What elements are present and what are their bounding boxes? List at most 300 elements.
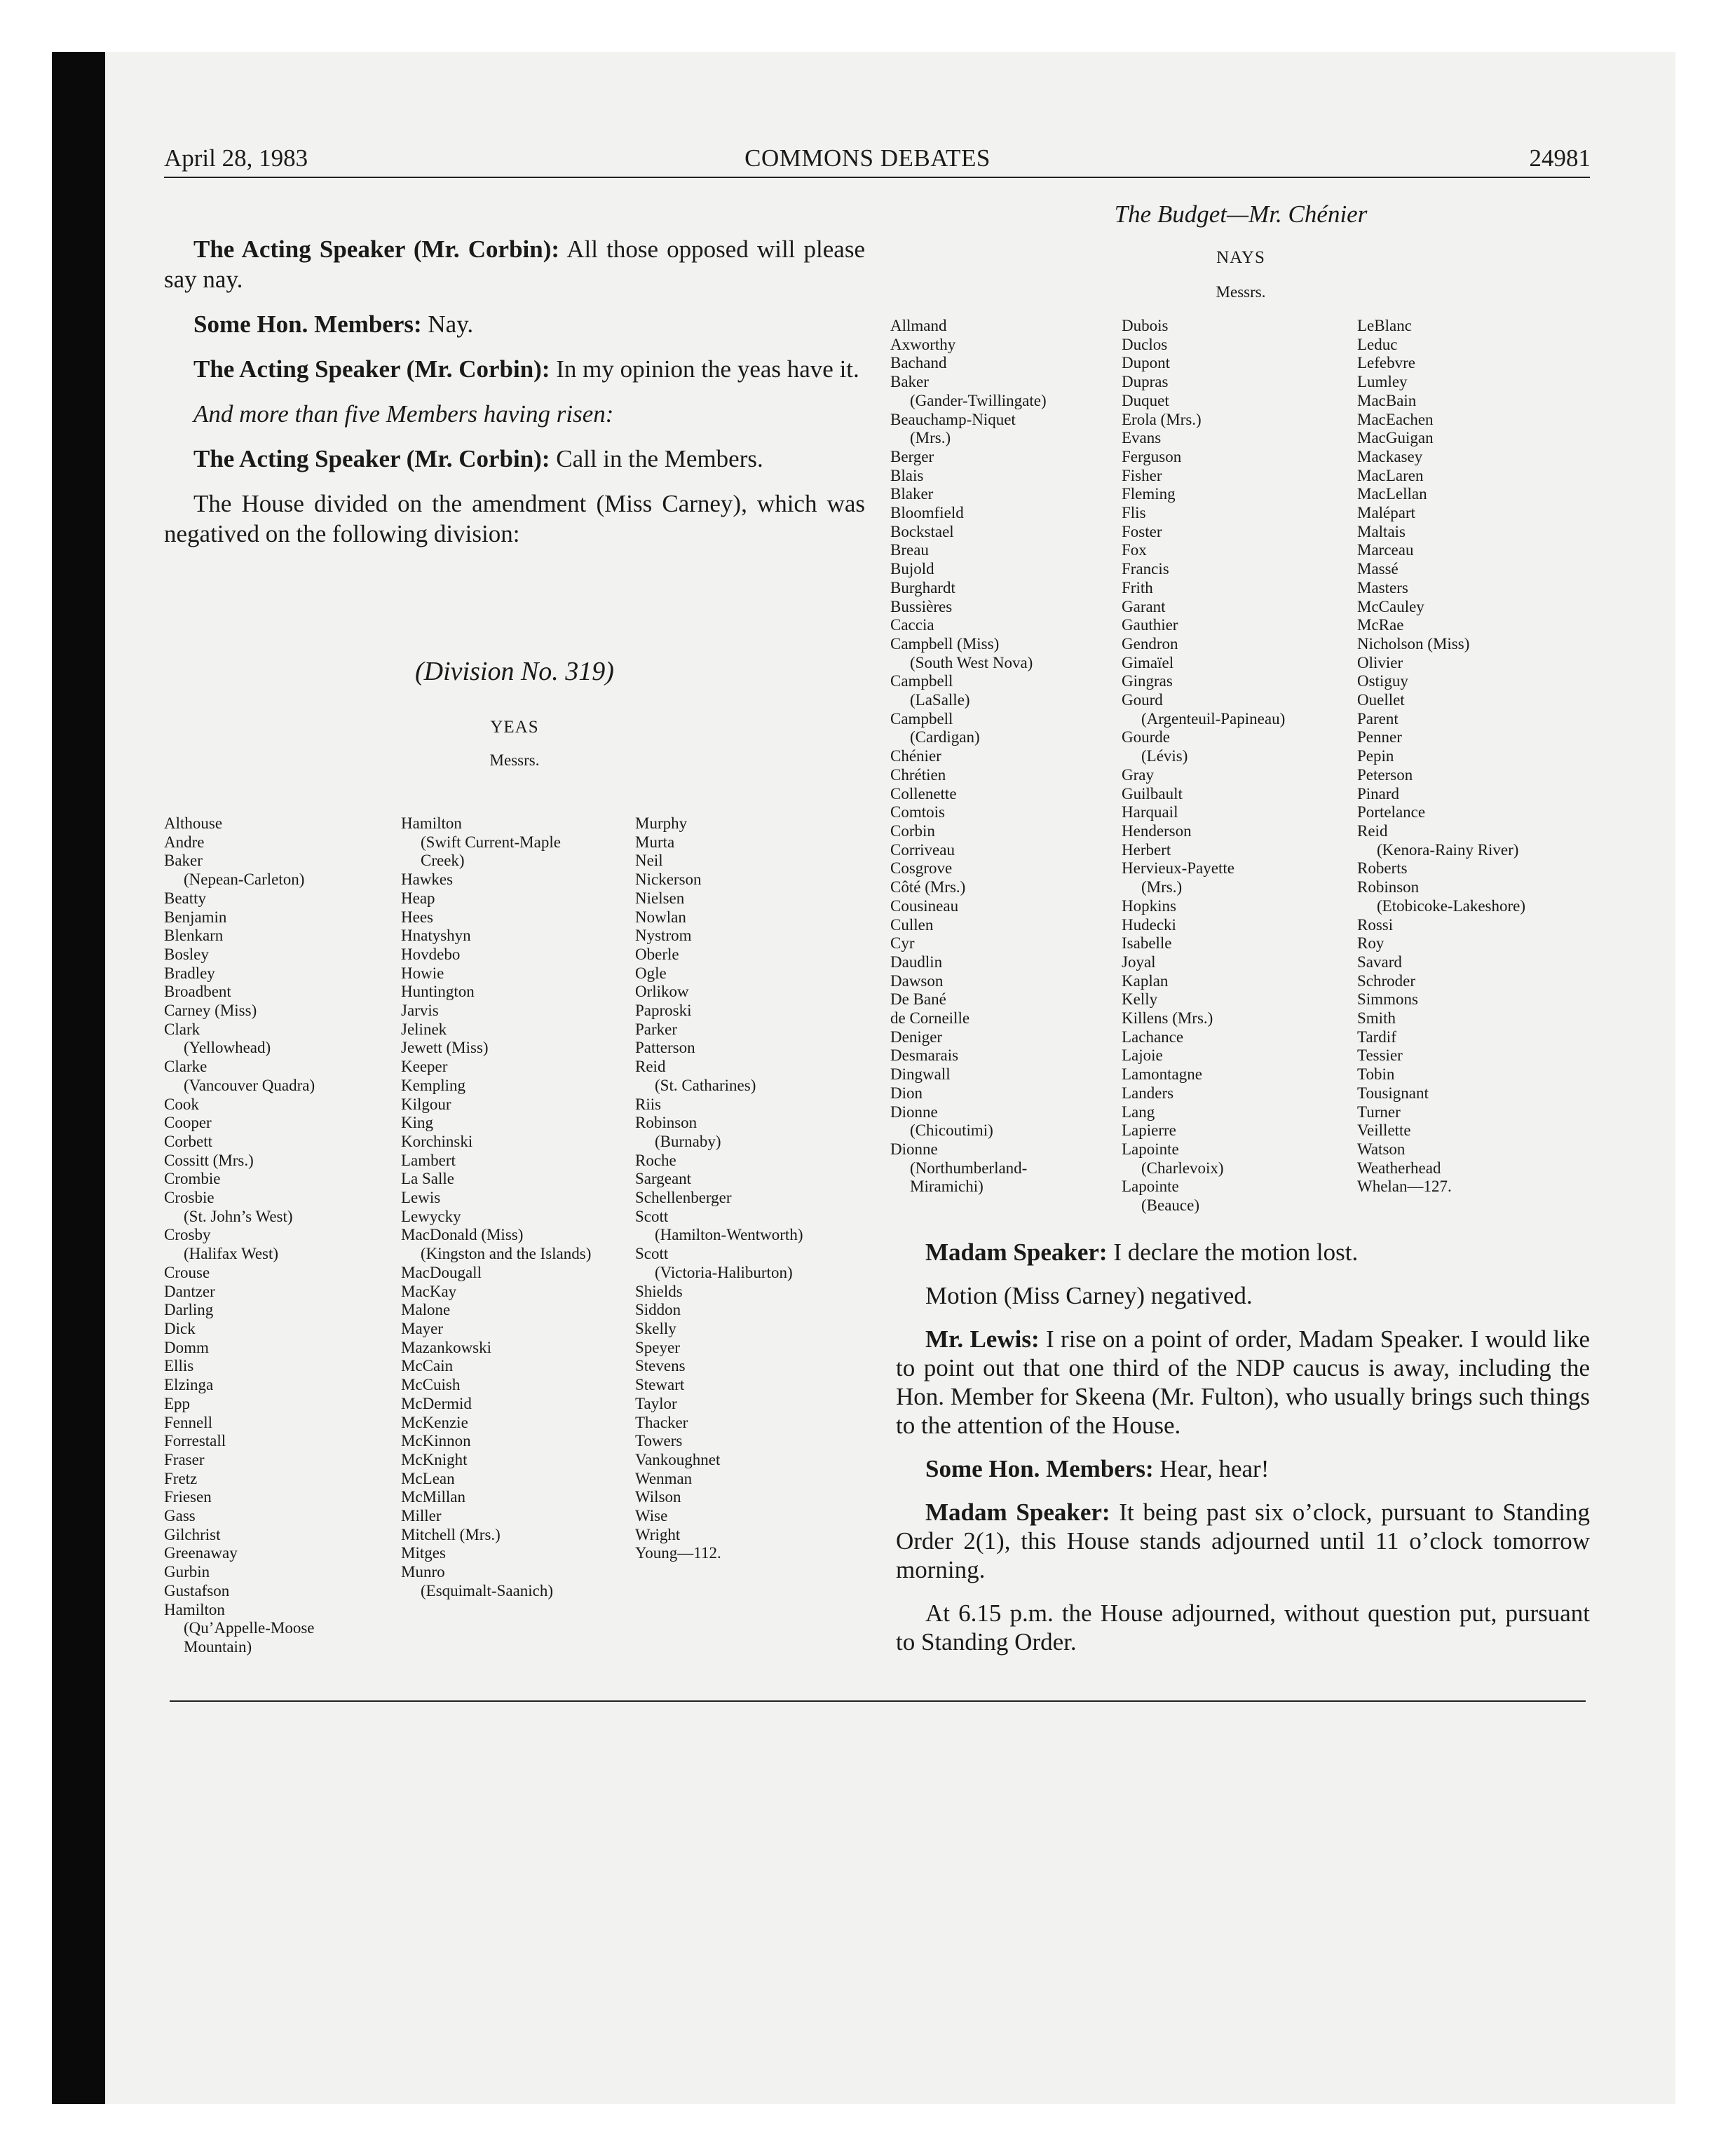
member-name: (Burnaby) xyxy=(655,1132,721,1150)
member-name: (Charlevoix) xyxy=(1141,1159,1224,1177)
member-name: Bockstael xyxy=(890,522,954,540)
member-name: Benjamin xyxy=(164,908,227,926)
member-name: McCain xyxy=(401,1357,454,1375)
member-name: Blenkarn xyxy=(164,927,224,945)
member-name: Peterson xyxy=(1357,765,1413,784)
member-name: Campbell xyxy=(890,709,953,728)
left-column-text xyxy=(164,234,865,564)
member-name: Gustafson xyxy=(164,1581,230,1599)
member-name: Dantzer xyxy=(164,1282,215,1300)
member-name: (Vancouver Quadra) xyxy=(184,1076,315,1094)
member-name: Breau xyxy=(890,541,929,559)
member-name: Vankoughnet xyxy=(635,1450,721,1468)
member-name: Scott xyxy=(635,1245,669,1263)
yeas-list-col2 xyxy=(401,814,591,1601)
member-name: Heap xyxy=(401,889,435,907)
member-name: MacEachen xyxy=(1357,410,1434,428)
member-name: Bachand xyxy=(890,354,947,372)
member-name: Robinson xyxy=(1357,878,1420,896)
speaker-name: The Acting Speaker (Mr. Corbin): xyxy=(193,445,550,472)
member-name: (Gander-Twillingate) xyxy=(910,391,1047,409)
member-name: Gray xyxy=(1122,765,1154,784)
member-name: Duquet xyxy=(1122,391,1169,409)
member-name: Fraser xyxy=(164,1450,205,1468)
member-name: Bosley xyxy=(164,945,209,963)
member-name: Mitchell (Mrs.) xyxy=(401,1525,501,1543)
member-name: Bujold xyxy=(890,560,934,578)
member-name: McKnight xyxy=(401,1450,468,1468)
member-name: Domm xyxy=(164,1338,209,1356)
member-name: Chénier xyxy=(890,747,941,765)
paragraph xyxy=(164,309,865,339)
nays-heading: NAYS xyxy=(1216,248,1265,267)
member-name: Fretz xyxy=(164,1469,198,1487)
member-name: Gourd xyxy=(1122,691,1163,709)
member-name: Malone xyxy=(401,1301,451,1319)
member-name: Towers xyxy=(635,1432,683,1450)
member-name: Clarke xyxy=(164,1058,207,1076)
member-name: Flis xyxy=(1122,504,1146,522)
paragraph xyxy=(896,1454,1590,1483)
member-name: Speyer xyxy=(635,1338,680,1356)
member-name: Parker xyxy=(635,1020,678,1038)
member-name: Smith xyxy=(1357,1009,1396,1028)
member-name: La Salle xyxy=(401,1170,454,1188)
member-name: McRae xyxy=(1357,616,1404,634)
member-name: Ferguson xyxy=(1122,447,1182,465)
nays-list-col3 xyxy=(1357,317,1525,1196)
member-name: Wenman xyxy=(635,1469,693,1487)
member-name: Bussières xyxy=(890,597,953,615)
member-name: Orlikow xyxy=(635,983,689,1001)
member-name: MacGuigan xyxy=(1357,429,1434,447)
nays-messrs: Messrs. xyxy=(1216,283,1266,301)
member-name: Penner xyxy=(1357,728,1402,746)
member-name: Stewart xyxy=(635,1376,685,1394)
speech-text: All those opposed will please say nay. xyxy=(164,236,865,293)
member-name: Schroder xyxy=(1357,971,1416,990)
member-name: Gurbin xyxy=(164,1563,210,1581)
header-title: COMMONS DEBATES xyxy=(744,144,991,172)
member-name: Murphy xyxy=(635,814,688,832)
member-name: (South West Nova) xyxy=(910,653,1033,671)
member-name: Gingras xyxy=(1122,672,1173,690)
member-name: (Chicoutimi) xyxy=(910,1121,993,1140)
member-name: MacKay xyxy=(401,1282,457,1300)
member-name: Lamontagne xyxy=(1122,1065,1202,1084)
member-name: Tousignant xyxy=(1357,1084,1429,1102)
footer-rule xyxy=(170,1700,1586,1702)
member-name: Campbell xyxy=(890,672,953,690)
member-name: (Kingston and the Islands) xyxy=(421,1245,592,1263)
member-name: De Bané xyxy=(890,990,946,1009)
member-name: (Swift Current-Maple xyxy=(421,833,561,851)
member-name: Jewett (Miss) xyxy=(401,1039,489,1057)
yeas-heading: YEAS xyxy=(490,718,539,737)
paragraph: The House divided on the amendment (Miss Carney), which was negatived on the following division: xyxy=(164,490,865,547)
yeas-list-col1 xyxy=(164,814,315,1657)
member-name: Shields xyxy=(635,1282,683,1300)
member-name: Beatty xyxy=(164,889,207,907)
member-name: Cook xyxy=(164,1095,199,1113)
member-name: Harquail xyxy=(1122,803,1178,821)
member-name: Daudlin xyxy=(890,953,943,971)
member-name: Dick xyxy=(164,1319,196,1337)
member-name: Reid xyxy=(635,1058,666,1076)
member-name: Turner xyxy=(1357,1103,1401,1121)
member-name: Baker xyxy=(890,373,929,391)
member-name: (Esquimalt-Saanich) xyxy=(421,1581,554,1599)
stage-direction: And more than five Members having risen: xyxy=(193,400,614,428)
member-name: Andre xyxy=(164,833,205,851)
member-name: Mackasey xyxy=(1357,447,1423,465)
member-name: Ogle xyxy=(635,964,667,982)
member-name: Corriveau xyxy=(890,840,955,859)
member-name: Roberts xyxy=(1357,859,1408,878)
member-name: MacDougall xyxy=(401,1263,482,1281)
nays-list-col1 xyxy=(890,317,1047,1196)
speaker-name: Madam Speaker: xyxy=(925,1239,1108,1266)
header-date: April 28, 1983 xyxy=(164,144,308,172)
speech-text: It being past six o’clock, pursuant to Standing Order 2(1), this House stands adjourned until 11 o’clock tomorrow morning. xyxy=(896,1499,1590,1583)
member-name: Wright xyxy=(635,1525,681,1543)
member-name: Henderson xyxy=(1122,821,1192,840)
paragraph xyxy=(896,1498,1590,1584)
member-name: (Cardigan) xyxy=(910,728,980,746)
member-name: Darling xyxy=(164,1301,214,1319)
member-name: Hudecki xyxy=(1122,915,1176,934)
member-name: Maltais xyxy=(1357,522,1406,540)
member-name: Fox xyxy=(1122,541,1147,559)
member-name: Allmand xyxy=(890,317,947,334)
speech-text: Nay. xyxy=(428,311,474,338)
member-name: Landers xyxy=(1122,1084,1174,1102)
member-name: (Beauce) xyxy=(1141,1196,1199,1215)
member-name: Ouellet xyxy=(1357,691,1405,709)
member-name: Campbell (Miss) xyxy=(890,634,1000,653)
member-name: Hnatyshyn xyxy=(401,927,471,945)
member-name: Erola (Mrs.) xyxy=(1122,410,1202,428)
member-name: Crosbie xyxy=(164,1189,215,1207)
member-name: McMillan xyxy=(401,1488,465,1506)
member-name: Lewis xyxy=(401,1189,441,1207)
member-name: Nickerson xyxy=(635,871,702,889)
member-name: Garant xyxy=(1122,597,1166,615)
speech-text: Hear, hear! xyxy=(1159,1455,1270,1482)
member-name: Stevens xyxy=(635,1357,686,1375)
member-name: Evans xyxy=(1122,429,1162,447)
member-name: Carney (Miss) xyxy=(164,1002,257,1020)
member-name: Crouse xyxy=(164,1263,210,1281)
member-name: (Nepean-Carleton) xyxy=(184,871,305,889)
member-name: Malépart xyxy=(1357,504,1416,522)
member-name: (Hamilton-Wentworth) xyxy=(655,1226,803,1244)
member-name: Gendron xyxy=(1122,634,1178,653)
member-name: Axworthy xyxy=(890,335,956,353)
member-name: Dion xyxy=(890,1084,923,1102)
member-name: Herbert xyxy=(1122,840,1171,859)
member-name: Crombie xyxy=(164,1170,221,1188)
scan-border-strip xyxy=(52,52,105,2104)
paragraph xyxy=(164,444,865,474)
member-name: Neil xyxy=(635,852,663,870)
member-name: Cousineau xyxy=(890,896,959,915)
member-name: Miramichi) xyxy=(910,1178,984,1196)
member-name: (Lévis) xyxy=(1141,747,1188,765)
member-name: Guilbault xyxy=(1122,784,1183,803)
paragraph xyxy=(896,1325,1590,1440)
member-name: Corbin xyxy=(890,821,935,840)
paragraph xyxy=(164,234,865,294)
member-name: McDermid xyxy=(401,1394,472,1412)
member-name: Olivier xyxy=(1357,653,1403,671)
member-name: Gauthier xyxy=(1122,616,1178,634)
paragraph: Motion (Miss Carney) negatived. xyxy=(925,1282,1253,1309)
member-name: Ostiguy xyxy=(1357,672,1408,690)
speech-text: Call in the Members. xyxy=(556,445,763,472)
member-name: Wise xyxy=(635,1507,668,1525)
member-name: Murta xyxy=(635,833,675,851)
speaker-name: Some Hon. Members: xyxy=(193,311,422,338)
member-name: (Argenteuil-Papineau) xyxy=(1141,709,1286,728)
member-name: MacLaren xyxy=(1357,466,1424,484)
member-name: Dionne xyxy=(890,1140,938,1158)
member-name: Clark xyxy=(164,1020,200,1038)
speech-text: In my opinion the yeas have it. xyxy=(556,355,859,383)
member-name: Berger xyxy=(890,447,934,465)
member-name: Wilson xyxy=(635,1488,681,1506)
member-name: Lapointe xyxy=(1122,1178,1179,1196)
member-name: Taylor xyxy=(635,1394,677,1412)
member-name: Hamilton xyxy=(401,814,462,832)
member-name: Lachance xyxy=(1122,1028,1184,1046)
member-name: (Yellowhead) xyxy=(184,1039,271,1057)
member-name: Lambert xyxy=(401,1151,456,1169)
member-name: Isabelle xyxy=(1122,934,1172,953)
paragraph xyxy=(896,1238,1590,1267)
yeas-messrs: Messrs. xyxy=(489,751,540,769)
member-name: Tessier xyxy=(1357,1046,1403,1065)
member-name: Keeper xyxy=(401,1058,448,1076)
member-name: Roche xyxy=(635,1151,676,1169)
member-name: Sargeant xyxy=(635,1170,692,1188)
member-name: Comtois xyxy=(890,803,945,821)
member-name: Kilgour xyxy=(401,1095,451,1113)
member-name: Lapierre xyxy=(1122,1121,1176,1140)
speaker-name: The Acting Speaker (Mr. Corbin): xyxy=(193,355,550,383)
member-name: Reid xyxy=(1357,821,1388,840)
member-name: Howie xyxy=(401,964,444,982)
member-name: MacDonald (Miss) xyxy=(401,1226,524,1244)
member-name: Hees xyxy=(401,908,433,926)
member-name: Fisher xyxy=(1122,466,1162,484)
member-name: Gourde xyxy=(1122,728,1170,746)
member-name: Hamilton xyxy=(164,1600,225,1618)
speech-text: I rise on a point of order, Madam Speaker. I would like to point out that one third of the NDP caucus is away, including the Hon. Member for Skeena (Mr. Fulton), who usually brings such things to the attention of the House. xyxy=(896,1325,1591,1439)
member-name: McKenzie xyxy=(401,1413,468,1431)
member-name: Forrestall xyxy=(164,1432,226,1450)
member-name: Lefebvre xyxy=(1357,354,1415,372)
member-name: Dingwall xyxy=(890,1065,951,1084)
member-name: Crosby xyxy=(164,1226,211,1244)
member-name: Marceau xyxy=(1357,541,1414,559)
member-name: Mazankowski xyxy=(401,1338,492,1356)
member-name: (Northumberland- xyxy=(910,1159,1028,1177)
paragraph xyxy=(164,354,865,384)
member-name: Skelly xyxy=(635,1319,676,1337)
member-name: Collenette xyxy=(890,784,957,803)
member-name: Munro xyxy=(401,1563,445,1581)
member-name: Roy xyxy=(1357,934,1384,953)
member-name: (Victoria-Haliburton) xyxy=(655,1263,793,1281)
member-name: Hawkes xyxy=(401,871,454,889)
member-name: (LaSalle) xyxy=(910,691,970,709)
member-name: Mountain) xyxy=(184,1637,252,1656)
member-name: (Kenora-Rainy River) xyxy=(1377,840,1519,859)
member-name: (Etobicoke-Lakeshore) xyxy=(1377,896,1526,915)
member-name: Lewycky xyxy=(401,1207,461,1225)
member-name: Miller xyxy=(401,1507,442,1525)
running-head: The Budget—Mr. Chénier xyxy=(1114,200,1368,228)
member-name: Beauchamp-Niquet xyxy=(890,410,1016,428)
member-name: Nicholson (Miss) xyxy=(1357,634,1470,653)
member-name: McCuish xyxy=(401,1376,461,1394)
member-name: Killens (Mrs.) xyxy=(1122,1009,1213,1028)
member-name: Weatherhead xyxy=(1357,1159,1441,1177)
member-name: Thacker xyxy=(635,1413,688,1431)
member-name: Burghardt xyxy=(890,578,955,596)
member-name: Bloomfield xyxy=(890,504,964,522)
speaker-name: Mr. Lewis: xyxy=(925,1325,1040,1353)
member-name: Siddon xyxy=(635,1301,681,1319)
member-name: Jarvis xyxy=(401,1002,439,1020)
member-name: Bradley xyxy=(164,964,215,982)
member-name: Portelance xyxy=(1357,803,1426,821)
member-name: Dionne xyxy=(890,1103,938,1121)
member-name: Nowlan xyxy=(635,908,686,926)
member-name: Blais xyxy=(890,466,924,484)
member-name: Mitges xyxy=(401,1544,446,1562)
member-name: Lapointe xyxy=(1122,1140,1179,1158)
member-name: Leduc xyxy=(1357,335,1398,353)
nays-list-col2 xyxy=(1122,317,1285,1215)
member-name: Joyal xyxy=(1122,953,1156,971)
member-name: Gass xyxy=(164,1507,196,1525)
member-name: Whelan—127. xyxy=(1357,1178,1452,1196)
member-name: Althouse xyxy=(164,814,223,832)
member-name: Dubois xyxy=(1122,317,1169,334)
member-name: Oberle xyxy=(635,945,679,963)
member-name: Fennell xyxy=(164,1413,212,1431)
member-name: Desmarais xyxy=(890,1046,959,1065)
member-name: Lumley xyxy=(1357,373,1408,391)
member-name: Lajoie xyxy=(1122,1046,1163,1065)
member-name: Korchinski xyxy=(401,1132,473,1150)
member-name: (St. Catharines) xyxy=(655,1076,756,1094)
member-name: Gilchrist xyxy=(164,1525,221,1543)
member-name: Elzinga xyxy=(164,1376,214,1394)
header-page-number: 24981 xyxy=(1529,144,1591,172)
member-name: Blaker xyxy=(890,485,934,503)
member-name: LeBlanc xyxy=(1357,317,1412,334)
member-name: Cosgrove xyxy=(890,859,953,878)
member-name: Cossitt (Mrs.) xyxy=(164,1151,254,1169)
speaker-name: Madam Speaker: xyxy=(925,1499,1110,1526)
member-name: de Corneille xyxy=(890,1009,970,1028)
yeas-list-col3 xyxy=(635,814,803,1563)
member-name: Massé xyxy=(1357,560,1399,578)
member-name: Mayer xyxy=(401,1319,444,1337)
member-name: Francis xyxy=(1122,560,1169,578)
member-name: Cullen xyxy=(890,915,934,934)
member-name: Tardif xyxy=(1357,1028,1396,1046)
member-name: Creek) xyxy=(421,852,465,870)
member-name: Kaplan xyxy=(1122,971,1169,990)
member-name: Savard xyxy=(1357,953,1402,971)
member-name: Masters xyxy=(1357,578,1408,596)
member-name: McCauley xyxy=(1357,597,1424,615)
speech-text: I declare the motion lost. xyxy=(1113,1239,1359,1266)
member-name: (Qu’Appelle-Moose xyxy=(184,1619,315,1637)
member-name: Huntington xyxy=(401,983,475,1001)
member-name: Riis xyxy=(635,1095,662,1113)
member-name: (Mrs.) xyxy=(1141,878,1183,896)
member-name: Pepin xyxy=(1357,747,1394,765)
member-name: Rossi xyxy=(1357,915,1394,934)
member-name: Caccia xyxy=(890,616,934,634)
member-name: Dupont xyxy=(1122,354,1170,372)
member-name: Duclos xyxy=(1122,335,1168,353)
header-rule xyxy=(164,177,1590,178)
member-name: Parent xyxy=(1357,709,1399,728)
member-name: (Halifax West) xyxy=(184,1245,279,1263)
member-name: MacLellan xyxy=(1357,485,1427,503)
member-name: Epp xyxy=(164,1394,191,1412)
member-name: Nielsen xyxy=(635,889,685,907)
speaker-name: Some Hon. Members: xyxy=(925,1455,1154,1482)
member-name: Hovdebo xyxy=(401,945,461,963)
member-name: Veillette xyxy=(1357,1121,1411,1140)
member-name: Hopkins xyxy=(1122,896,1176,915)
member-name: Dawson xyxy=(890,971,944,990)
member-name: Scott xyxy=(635,1207,669,1225)
right-column-text xyxy=(896,1238,1590,1671)
member-name: Tobin xyxy=(1357,1065,1395,1084)
member-name: Corbett xyxy=(164,1132,212,1150)
member-name: McLean xyxy=(401,1469,455,1487)
member-name: Kelly xyxy=(1122,990,1158,1009)
division-title: (Division No. 319) xyxy=(415,657,614,686)
member-name: Simmons xyxy=(1357,990,1418,1009)
member-name: Schellenberger xyxy=(635,1189,732,1207)
member-name: Robinson xyxy=(635,1114,698,1132)
member-name: Foster xyxy=(1122,522,1162,540)
member-name: Friesen xyxy=(164,1488,212,1506)
member-name: Hervieux-Payette xyxy=(1122,859,1234,878)
member-name: Gimaïel xyxy=(1122,653,1174,671)
member-name: Ellis xyxy=(164,1357,194,1375)
paragraph: At 6.15 p.m. the House adjourned, without question put, pursuant to Standing Order. xyxy=(896,1599,1590,1656)
member-name: Pinard xyxy=(1357,784,1400,803)
speaker-name: The Acting Speaker (Mr. Corbin): xyxy=(193,236,560,263)
member-name: MacBain xyxy=(1357,391,1417,409)
member-name: Fleming xyxy=(1122,485,1176,503)
member-name: Broadbent xyxy=(164,983,231,1001)
member-name: Paproski xyxy=(635,1002,692,1020)
member-name: Watson xyxy=(1357,1140,1406,1158)
member-name: Deniger xyxy=(890,1028,943,1046)
member-name: Greenaway xyxy=(164,1544,238,1562)
